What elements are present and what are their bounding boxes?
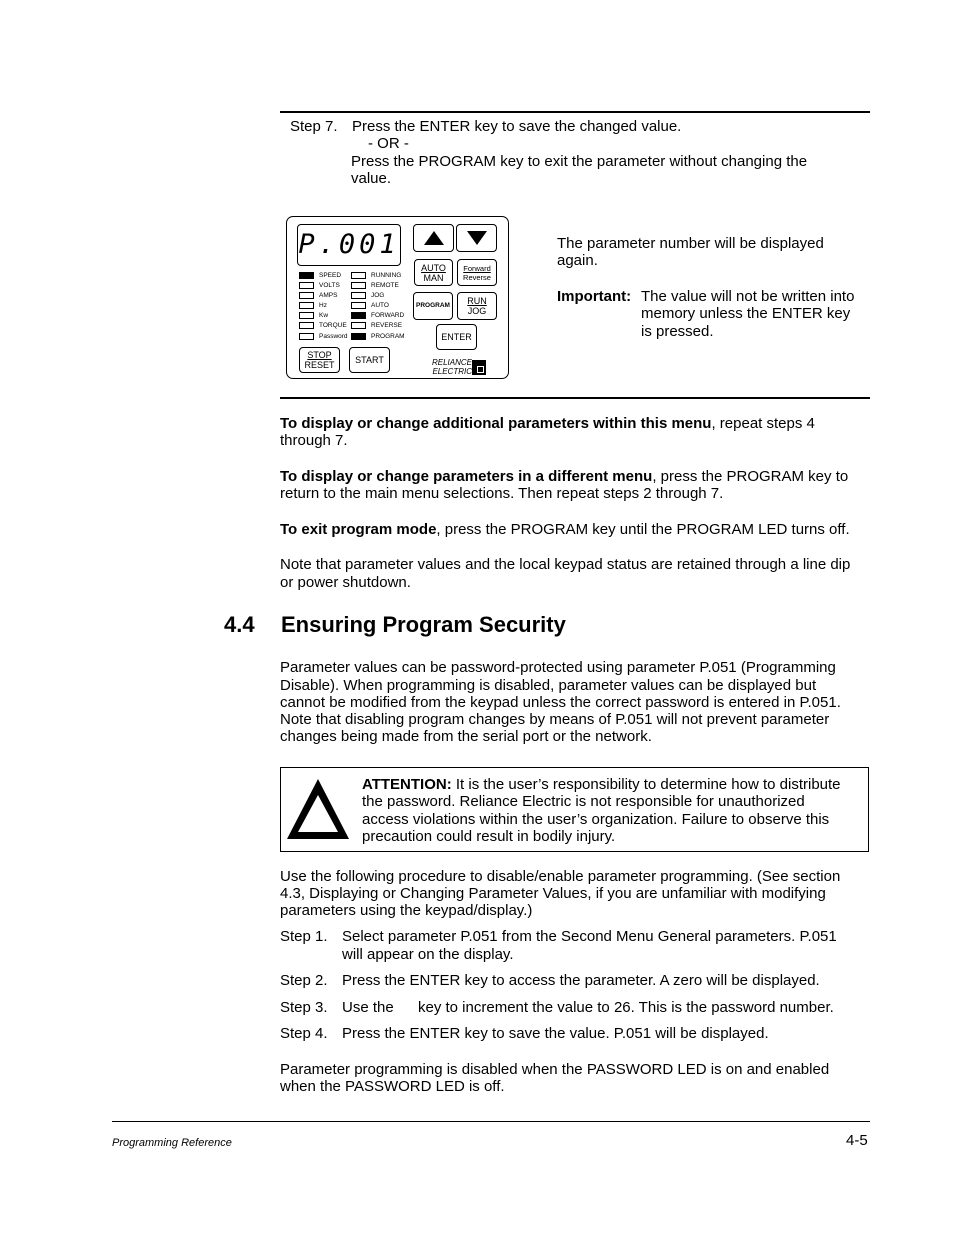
run-jog-key-bottom: JOG (467, 306, 487, 316)
left-led-hz (299, 302, 314, 309)
footer-title: Programming Reference (112, 1137, 232, 1149)
attention-label: ATTENTION: (362, 776, 452, 793)
page-number: 4-5 (846, 1132, 868, 1149)
paragraph-additional-params-rest: , repeat steps 4 (711, 415, 815, 432)
section-number: 4.4 (224, 612, 255, 637)
left-led-speed (299, 272, 314, 279)
paragraph-exit-program (280, 521, 850, 538)
important-label: Important: (557, 288, 632, 305)
closing-line1: Parameter programming is disabled when the PASSWORD LED is on and enabled (280, 1061, 830, 1078)
auto-man-key-top: AUTO (421, 262, 446, 273)
left-led-amps (299, 292, 314, 299)
section-title: Ensuring Program Security (281, 612, 566, 637)
enter-key (436, 324, 477, 350)
procedure-intro-line2: 4.3, Displaying or Changing Parameter Values, if you are unfamiliar with modifying (280, 885, 826, 902)
warning-triangle-icon (283, 775, 353, 843)
reliance-logo-icon (472, 360, 486, 375)
procedure-intro-line3: parameters using the keypad/display.) (280, 902, 533, 919)
attention-line1-text: It is the user’s responsibility to determine how to distribute (451, 776, 841, 793)
important-line2: memory unless the ENTER key (641, 305, 851, 322)
stop-reset-key-top: STOP (307, 350, 332, 360)
step1-label: Step 1. (280, 928, 328, 945)
side-note-line2: again. (557, 252, 598, 269)
step2-line1: Press the ENTER key to access the parameter. A zero will be displayed. (342, 972, 820, 989)
procedure-intro-line1: Use the following procedure to disable/enable parameter programming. (See section (280, 868, 841, 885)
top-rule (280, 111, 870, 113)
step7-line2: Press the PROGRAM key to exit the parameter without changing the (351, 153, 808, 170)
step1-line1: Select parameter P.051 from the Second Menu General parameters. P.051 (342, 928, 837, 945)
closing-line2: when the PASSWORD LED is off. (280, 1078, 505, 1095)
right-led-label: REMOTE (371, 281, 399, 289)
start-key (349, 347, 390, 373)
run-jog-key-top: RUN (467, 296, 487, 306)
start-key-label: START (355, 355, 384, 365)
right-led-program (351, 333, 366, 340)
step2-label: Step 2. (280, 972, 328, 989)
paragraph-additional-params (280, 415, 815, 432)
step7-line3: value. (351, 170, 392, 187)
right-led-forward (351, 312, 366, 319)
attention-line3: access violations within the user’s organization. Failure to observe this (362, 811, 830, 828)
down-arrow-key (456, 224, 497, 252)
right-led-label: PROGRAM (371, 332, 405, 340)
paragraph-different-menu (280, 468, 848, 485)
left-led-label: VOLTS (319, 281, 340, 289)
paragraph-different-menu-bold: To display or change parameters in a different menu (280, 468, 653, 485)
important-line3: is pressed. (641, 323, 714, 340)
program-key-label: PROGRAM (416, 302, 450, 309)
left-led-kw (299, 312, 314, 319)
run-jog-key (457, 292, 497, 320)
step7-line1: Press the ENTER key to save the changed value. (352, 118, 682, 135)
auto-man-key (414, 259, 453, 286)
up-arrow-key (413, 224, 454, 252)
up-arrow-icon (424, 231, 444, 245)
right-led-auto (351, 302, 366, 309)
section-intro-line3: cannot be modified from the keypad unless the correct password is entered in P.051. (280, 694, 841, 711)
important-line1: The value will not be written into (641, 288, 855, 305)
left-led-password (299, 333, 314, 340)
step4-line1: Press the ENTER key to save the value. P.051 will be displayed. (342, 1025, 769, 1042)
paragraph-additional-params-bold: To display or change additional parameters within this menu (280, 415, 712, 432)
paragraph-exit-program-bold: To exit program mode (280, 521, 437, 538)
right-led-label: AUTO (371, 301, 389, 309)
paragraph-additional-params-line2: through 7. (280, 432, 348, 449)
enter-key-label: ENTER (441, 332, 472, 342)
keypad-display-value: P.001 (298, 229, 400, 260)
right-led-label: REVERSE (371, 321, 403, 329)
section-intro-line5: changes being made from the serial port or the network. (280, 728, 652, 745)
attention-line4: precaution could result in bodily injury. (362, 828, 616, 845)
mid-rule (280, 397, 870, 399)
auto-man-key-bottom: MAN (423, 272, 444, 283)
section-intro-line1: Parameter values can be password-protected using parameter P.051 (Programming (280, 659, 836, 676)
keypad-display (297, 224, 401, 266)
paragraph-different-menu-rest: , press the PROGRAM key to (652, 468, 849, 485)
step1-line2: will appear on the display. (342, 946, 514, 963)
footer-rule (112, 1121, 870, 1122)
left-led-volts (299, 282, 314, 289)
attention-line1 (362, 776, 841, 793)
right-led-running (351, 272, 366, 279)
step7-or: - OR - (368, 135, 409, 152)
paragraph-exit-program-rest: , press the PROGRAM key until the PROGRAM LED turns off. (436, 521, 850, 538)
left-led-label: AMPS (319, 291, 338, 299)
right-led-label: RUNNING (371, 271, 402, 279)
paragraph-different-menu-line2: return to the main menu selections. Then repeat steps 2 through 7. (280, 485, 724, 502)
left-led-label: SPEED (319, 271, 342, 279)
left-led-label: Hz (319, 301, 327, 309)
attention-line2: the password. Reliance Electric is not responsible for unauthorized (362, 793, 805, 810)
down-arrow-icon (467, 231, 487, 245)
right-led-remote (351, 282, 366, 289)
brand-line2: ELECTRIC (432, 367, 472, 376)
step3-line1: Use the (342, 999, 394, 1016)
left-led-label: Password (319, 332, 348, 340)
right-led-jog (351, 292, 366, 299)
step4-label: Step 4. (280, 1025, 328, 1042)
right-led-reverse (351, 322, 366, 329)
left-led-label: Kw (319, 311, 329, 319)
step7-label: Step 7. (290, 118, 338, 135)
right-led-label: JOG (371, 291, 385, 299)
section-intro-line4: Note that disabling program changes by means of P.051 will not prevent parameter (280, 711, 830, 728)
step3-label: Step 3. (280, 999, 328, 1016)
stop-reset-key (299, 347, 340, 373)
right-led-label: FORWARD (371, 311, 405, 319)
step3-line1b: key to increment the value to 26. This is the password number. (418, 999, 834, 1016)
forward-reverse-key-bottom: Reverse (463, 272, 491, 282)
forward-reverse-key-top: Forward (463, 263, 491, 273)
brand-line1: RELIANCE (431, 358, 472, 367)
paragraph-note-line2: or power shutdown. (280, 574, 411, 591)
side-note-line1: The parameter number will be displayed (557, 235, 824, 252)
left-led-torque (299, 322, 314, 329)
paragraph-note-line1: Note that parameter values and the local keypad status are retained through a line dip (280, 556, 851, 573)
section-intro-line2: Disable). When programming is disabled, parameter values can be displayed but (280, 677, 817, 694)
program-key (413, 292, 453, 320)
left-led-label: TORQUE (319, 321, 347, 329)
forward-reverse-key (457, 259, 497, 286)
stop-reset-key-bottom: RESET (304, 360, 335, 370)
